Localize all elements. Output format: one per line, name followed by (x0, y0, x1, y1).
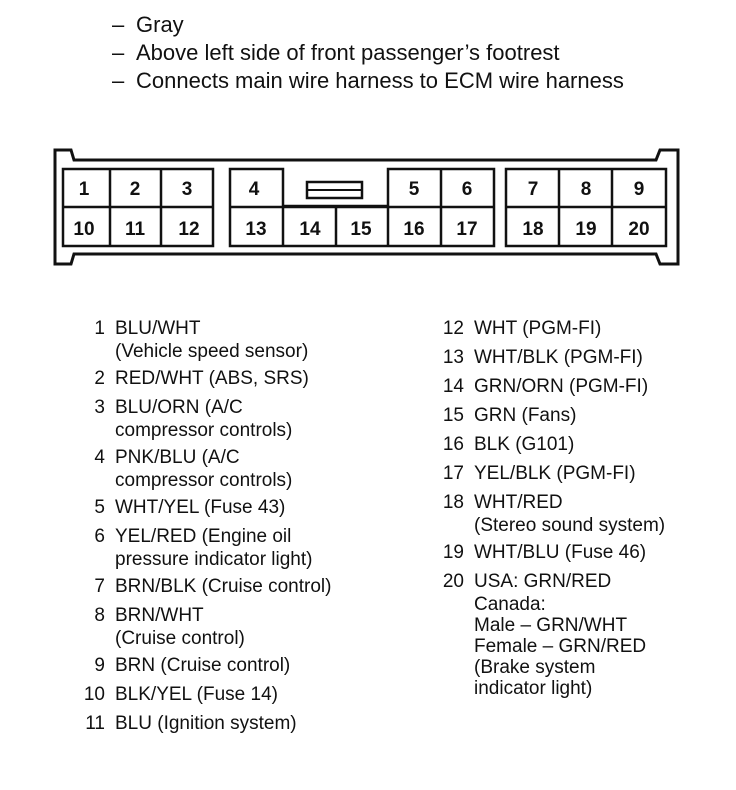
pin-label-16: 16 (403, 219, 425, 240)
pin-label-1: 1 (78, 179, 90, 200)
wire-color: BLU (Ignition system) (115, 713, 297, 734)
pin-number: 11 (85, 713, 105, 734)
header-color: Gray (136, 12, 184, 37)
pin-entry-1 (75, 314, 331, 364)
wire-description: (Brake system (474, 657, 596, 678)
pin-number: 17 (442, 463, 464, 484)
pin-label-4: 4 (248, 179, 260, 200)
pin-number: 10 (83, 684, 105, 705)
pin-label-10: 10 (73, 219, 95, 240)
pin-entry-16 (434, 430, 665, 459)
wire-color: RED/WHT (ABS, SRS) (115, 368, 309, 389)
pin-entry-12 (434, 314, 665, 343)
pin-entry-19 (434, 538, 665, 567)
pin-entry-10 (75, 680, 331, 709)
pin-entry-14 (434, 372, 665, 401)
wire-color: GRN (Fans) (474, 405, 577, 426)
wire-description: pressure indicator light) (115, 549, 313, 570)
header-dash: – (112, 68, 125, 93)
header-dash: – (112, 40, 125, 65)
wire-color: YEL/RED (Engine oil (115, 526, 292, 547)
header-dash: – (112, 12, 125, 37)
pin-number: 3 (94, 397, 105, 418)
pin-number: 7 (94, 576, 105, 597)
header-location: Above left side of front passenger’s footrest (136, 40, 560, 65)
connector-diagram (0, 0, 736, 300)
wire-description: indicator light) (474, 678, 593, 699)
pin-entry-3 (75, 393, 331, 443)
wire-color: BRN (Cruise control) (115, 655, 291, 676)
pin-entry-11 (75, 709, 331, 738)
pin-number: 16 (442, 434, 464, 455)
wire-color: BRN/BLK (Cruise control) (115, 576, 332, 597)
pin-number: 2 (94, 368, 105, 389)
wire-color: USA: GRN/RED (474, 571, 612, 592)
pin-entry-2 (75, 364, 331, 393)
pin-label-20: 20 (628, 219, 650, 240)
pin-number: 1 (94, 318, 105, 339)
pin-entry-17 (434, 459, 665, 488)
wire-color: YEL/BLK (PGM-FI) (474, 463, 636, 484)
wire-color: BLK (G101) (474, 434, 575, 455)
pin-list-right (434, 314, 665, 701)
pin-label-18: 18 (522, 219, 544, 240)
pin-number: 14 (442, 376, 464, 397)
wire-color: BRN/WHT (115, 605, 204, 626)
wire-color: PNK/BLU (A/C (115, 447, 240, 468)
pin-label-11: 11 (124, 219, 146, 240)
pin-label-7: 7 (527, 179, 539, 200)
wire-color: WHT/RED (474, 492, 563, 513)
wire-color: BLU/WHT (115, 318, 201, 339)
wire-description: compressor controls) (115, 470, 293, 491)
pin-number: 12 (442, 318, 464, 339)
pin-entry-5 (75, 493, 331, 522)
pin-label-17: 17 (456, 219, 478, 240)
pin-entry-20 (434, 567, 665, 701)
wire-description: (Stereo sound system) (474, 515, 666, 536)
pin-label-3: 3 (181, 179, 193, 200)
pin-number: 9 (94, 655, 105, 676)
pin-label-9: 9 (633, 179, 645, 200)
pin-label-8: 8 (580, 179, 592, 200)
pin-number: 8 (94, 605, 105, 626)
pin-entry-8 (75, 601, 331, 651)
wire-description: Male – GRN/WHT (474, 615, 628, 636)
wire-color: GRN/ORN (PGM-FI) (474, 376, 649, 397)
wire-color: WHT/YEL (Fuse 43) (115, 497, 286, 518)
pin-number: 4 (94, 447, 105, 468)
pin-label-2: 2 (129, 179, 141, 200)
pin-entry-7 (75, 572, 331, 601)
pin-number: 19 (442, 542, 464, 563)
wire-color: WHT (PGM-FI) (474, 318, 602, 339)
pin-label-5: 5 (408, 179, 420, 200)
pin-label-12: 12 (178, 219, 200, 240)
pin-label-19: 19 (575, 219, 597, 240)
pin-number: 15 (442, 405, 464, 426)
pin-number: 13 (442, 347, 464, 368)
wire-color: BLK/YEL (Fuse 14) (115, 684, 278, 705)
pin-list-left (75, 314, 331, 738)
pin-number: 20 (442, 571, 464, 592)
pin-entry-9 (75, 651, 331, 680)
pin-entry-6 (75, 522, 331, 572)
pin-entry-4 (75, 443, 331, 493)
wire-color: WHT/BLU (Fuse 46) (474, 542, 647, 563)
pin-number: 18 (442, 492, 464, 513)
pin-label-15: 15 (350, 219, 372, 240)
wire-description: (Cruise control) (115, 628, 245, 649)
wire-description: (Vehicle speed sensor) (115, 341, 309, 362)
pin-label-6: 6 (461, 179, 473, 200)
wire-color: WHT/BLK (PGM-FI) (474, 347, 643, 368)
pin-entry-18 (434, 488, 665, 538)
pin-number: 5 (94, 497, 105, 518)
lock-tab (307, 182, 362, 198)
wire-color: BLU/ORN (A/C (115, 397, 243, 418)
pin-entry-13 (434, 343, 665, 372)
wire-description: Female – GRN/RED (474, 636, 647, 657)
pin-label-13: 13 (245, 219, 267, 240)
header-connects: Connects main wire harness to ECM wire harness (136, 68, 624, 93)
pin-entry-15 (434, 401, 665, 430)
wire-description: Canada: (474, 594, 546, 615)
wire-description: compressor controls) (115, 420, 293, 441)
pin-number: 6 (94, 526, 105, 547)
pin-label-14: 14 (299, 219, 321, 240)
